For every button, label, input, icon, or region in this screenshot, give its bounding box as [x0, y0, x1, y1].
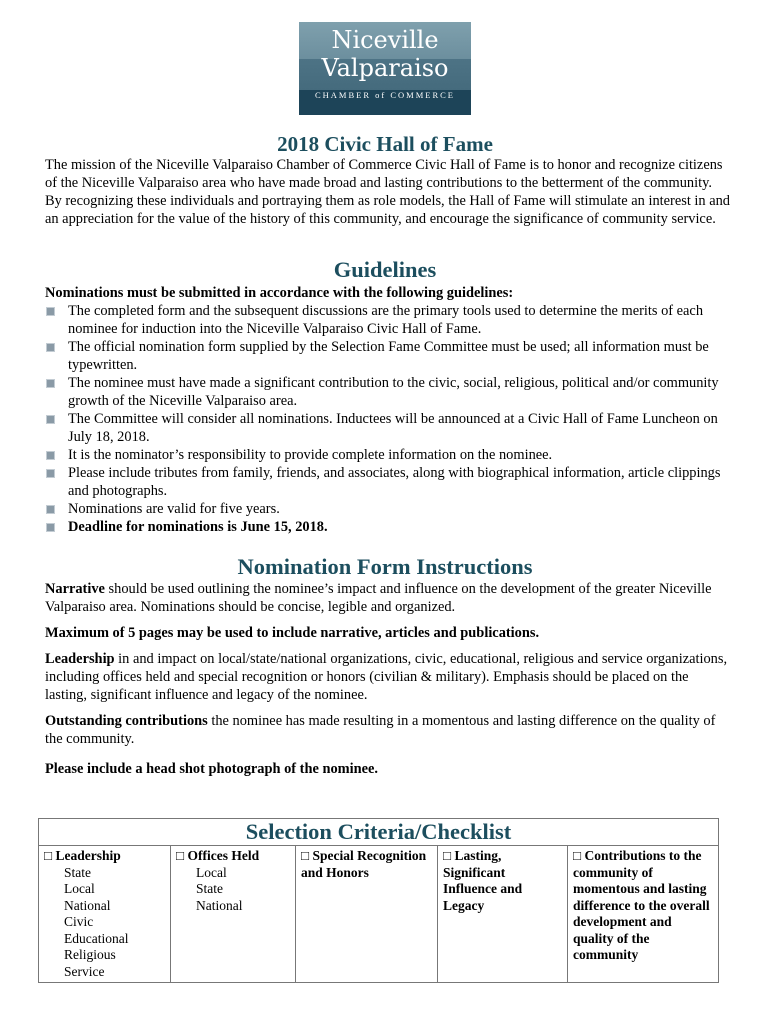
- chamber-logo: [299, 22, 471, 115]
- bullet-icon: [46, 379, 55, 388]
- list-item-deadline: Deadline for nominations is June 15, 2018.: [45, 518, 730, 536]
- logo-line1: Niceville: [331, 26, 439, 54]
- narrative-paragraph: Narrative should be used outlining the nominee’s impact and influence on the development of the greater Niceville Valparaiso area. Nominations should be concise, legible and organized.: [45, 581, 712, 615]
- checkbox-icon: □: [176, 848, 185, 863]
- instructions-heading: Nomination Form Instructions: [237, 554, 533, 579]
- photo-paragraph: Please include a head shot photograph of the nominee.: [45, 761, 379, 777]
- bullet-icon: [46, 505, 55, 514]
- checkbox-icon: □: [301, 848, 310, 863]
- checklist-contributions[interactable]: □ Contributions to the community of momentous and lasting difference to the overall development and quality of the community: [568, 846, 719, 983]
- leadership-paragraph: Leadership in and impact on local/state/national organizations, civic, educational, religious and service organizations, including offices held and special recognition or honors (civilian & military). Emphasis should be placed on the lasting, significant influence and legacy of the nominee.: [45, 651, 728, 703]
- checklist-heading: Selection Criteria/Checklist: [39, 819, 719, 846]
- guidelines-section: [45, 284, 730, 536]
- bullet-icon: [46, 343, 55, 352]
- list-item: The Committee will consider all nominations. Inductees will be announced at a Civic Hall of Fame Luncheon on July 18, 2018.: [45, 410, 730, 446]
- guidelines-heading: Guidelines: [333, 257, 437, 282]
- checkbox-icon: □: [44, 848, 53, 863]
- checklist-leadership[interactable]: □ Leadership State Local National Civic Educational Religious Service: [39, 846, 171, 983]
- list-item: The official nomination form supplied by the Selection Fame Committee must be used; all information must be typewritten.: [45, 338, 730, 374]
- bullet-icon: [46, 469, 55, 478]
- list-item: Please include tributes from family, friends, and associates, along with biographical information, article clippings and photographs.: [45, 464, 730, 500]
- list-item: The nominee must have made a significant contribution to the civic, social, religious, political and/or community growth of the Niceville Valparaiso area.: [45, 374, 730, 410]
- page-title: 2018 Civic Hall of Fame: [277, 132, 493, 156]
- list-item: The completed form and the subsequent discussions are the primary tools used to determine the merits of each nominee for induction into the Niceville Valparaiso Civic Hall of Fame.: [45, 302, 730, 338]
- max-pages-paragraph: Maximum of 5 pages may be used to include narrative, articles and publications.: [45, 625, 540, 641]
- guidelines-intro: Nominations must be submitted in accordance with the following guidelines:: [45, 285, 514, 301]
- bullet-icon: [46, 415, 55, 424]
- logo-line3: CHAMBER of COMMERCE: [314, 90, 455, 100]
- list-item: Nominations are valid for five years.: [45, 500, 730, 518]
- instructions-section: [45, 580, 730, 786]
- bullet-icon: [46, 523, 55, 532]
- mission-text: The mission of the Niceville Valparaiso Chamber of Commerce Civic Hall of Fame is to honor and recognize citizens of the Niceville Valparaiso area who have made broad and lasting contributions to the betterment of the community. By recognizing these individuals and portraying them as role models, the Hall of Fame will stimulate an interest in and an appreciation for the value of the history of this community, and encourage the significance of community service.: [45, 157, 730, 227]
- checkbox-icon: □: [573, 848, 582, 863]
- bullet-icon: [46, 307, 55, 316]
- bullet-icon: [46, 451, 55, 460]
- logo-line2: Valparaiso: [321, 54, 449, 82]
- checklist-special-recognition[interactable]: □ Special Recognition and Honors: [296, 846, 438, 983]
- outstanding-paragraph: Outstanding contributions the nominee has made resulting in a momentous and lasting difference on the quality of the community.: [45, 713, 716, 747]
- checklist-table: [38, 818, 719, 983]
- checklist-lasting-influence[interactable]: □ Lasting, Significant Influence and Legacy: [438, 846, 568, 983]
- guidelines-list: [45, 302, 730, 536]
- list-item: It is the nominator’s responsibility to provide complete information on the nominee.: [45, 446, 730, 464]
- checkbox-icon: □: [443, 848, 452, 863]
- checklist-offices-held[interactable]: □ Offices Held Local State National: [171, 846, 296, 983]
